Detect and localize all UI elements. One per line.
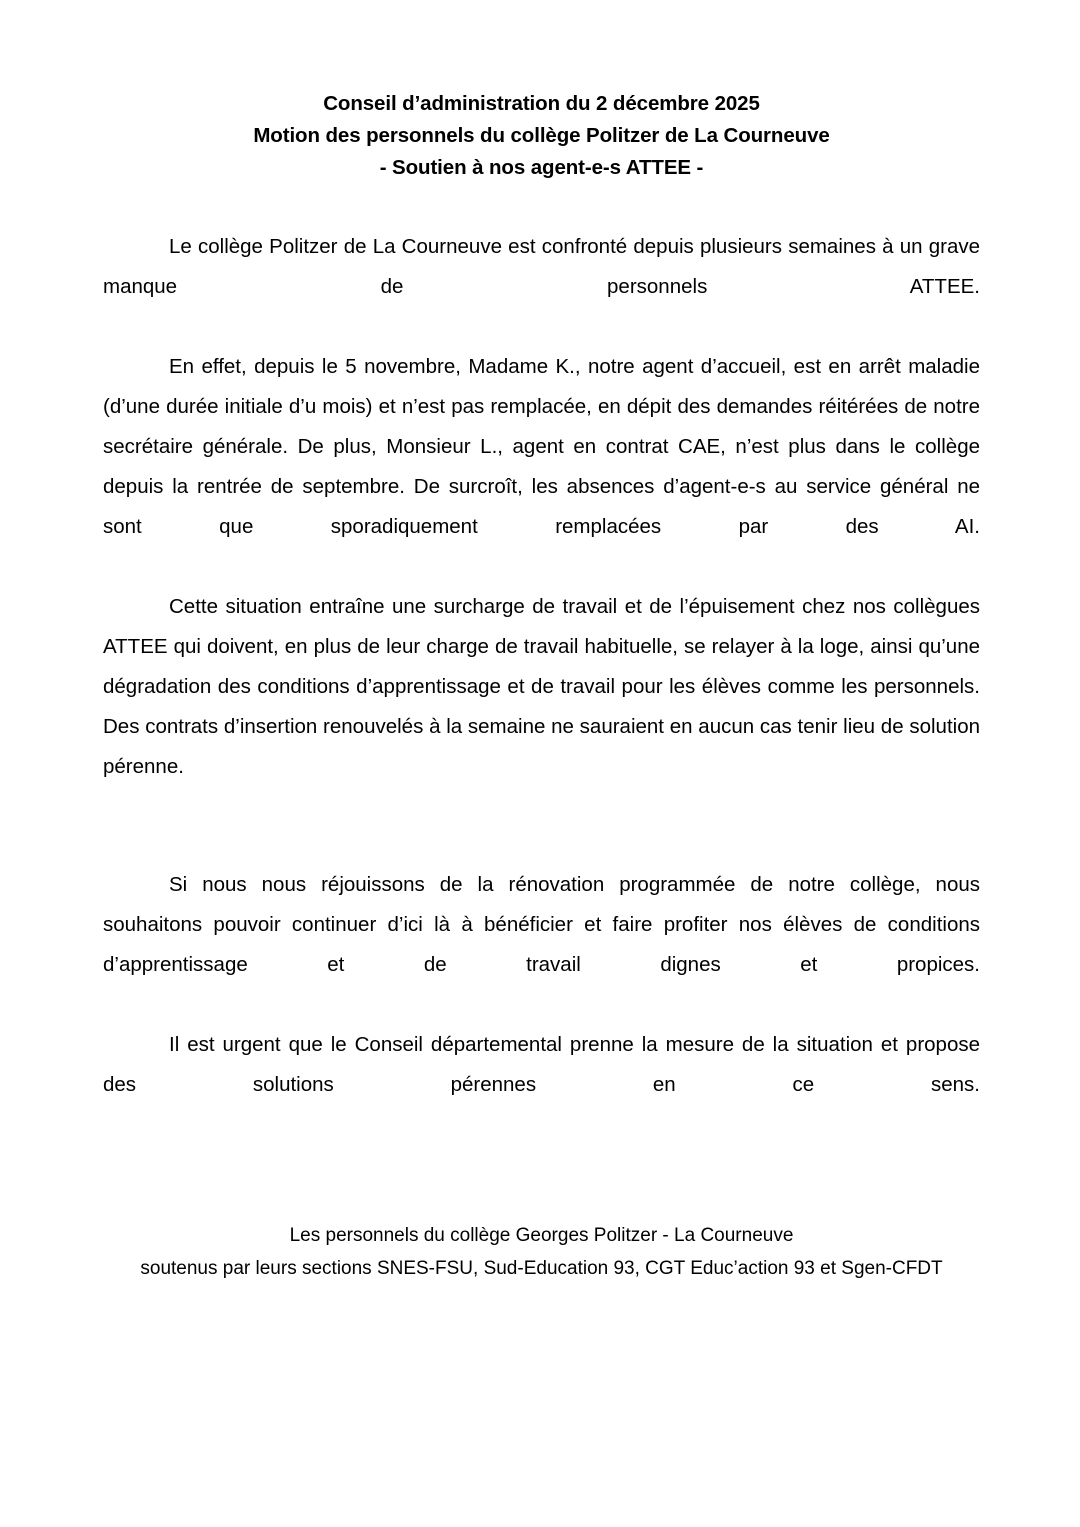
document-body (103, 227, 980, 1144)
signature-line-2: soutenus par leurs sections SNES-FSU, Sud-Education 93, CGT Educ’action 93 et Sgen-CFDT (140, 1257, 943, 1279)
title-line-3: - Soutien à nos agent-e-s ATTEE - (379, 155, 704, 179)
paragraph-2: En effet, depuis le 5 novembre, Madame K., notre agent d’accueil, est en arrêt maladie (d’une durée initiale d’u mois) et n’est pas remplacée, en dépit des demandes réitérées de notre secrétaire générale. De plus, Monsieur L., agent en contrat CAE, n’est plus dans le collège depuis la rentrée de septembre. De surcroît, les absences d’agent-e-s au service général ne sont que sporadiquement remplacées par des AI. (103, 355, 980, 539)
signature-block (103, 1219, 980, 1286)
paragraph-4: Si nous nous réjouissons de la rénovation programmée de notre collège, nous souhaitons pouvoir continuer d’ici là à bénéficier et faire profiter nos élèves de conditions d’apprentissage et de travail dignes et propices. (103, 872, 980, 976)
paragraph-spacer (103, 827, 980, 865)
title-line-2: Motion des personnels du collège Politzer de La Courneuve (253, 123, 830, 147)
document-title (103, 88, 980, 183)
paragraph-1: Le collège Politzer de La Courneuve est confronté depuis plusieurs semaines à un grave manque de personnels ATTEE. (103, 235, 980, 299)
paragraph-3: Cette situation entraîne une surcharge de travail et de l’épuisement chez nos collègues ATTEE qui doivent, en plus de leur charge de travail habituelle, se relayer à la loge, ainsi qu’une dégradation des conditions d’apprentissage et de travail pour les élèves comme les personnels. Des contrats d’insertion renouvelés à la semaine ne sauraient en aucun cas tenir lieu de solution pérenne. (103, 595, 980, 778)
signature-line-1: Les personnels du collège Georges Politzer - La Courneuve (289, 1224, 794, 1246)
paragraph-5: Il est urgent que le Conseil départemental prenne la mesure de la situation et propose des solutions pérennes en ce sens. (103, 1032, 980, 1096)
title-line-1: Conseil d’administration du 2 décembre 2025 (323, 92, 760, 115)
